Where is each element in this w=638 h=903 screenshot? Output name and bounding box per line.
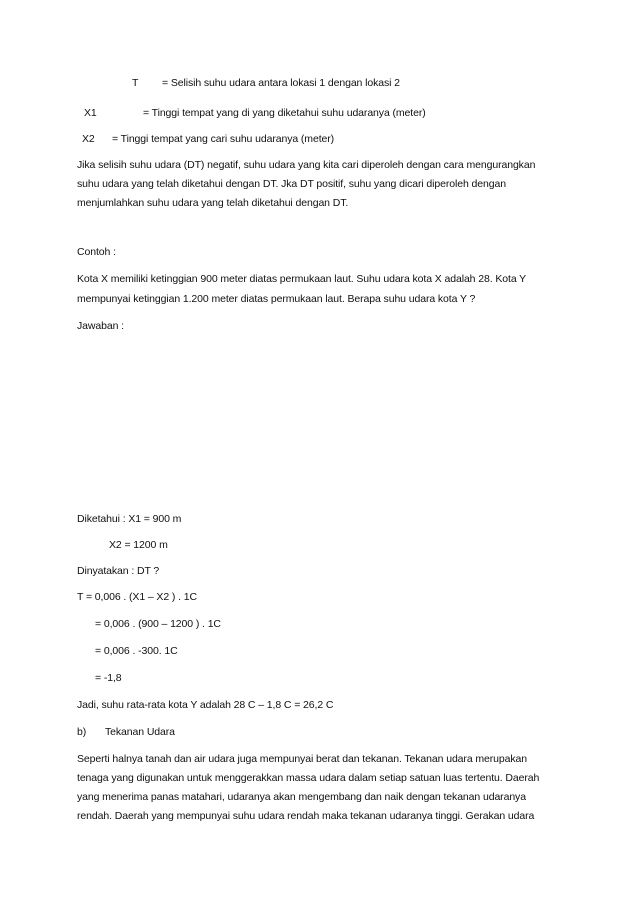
def-x1-desc: = Tinggi tempat yang di yang diketahui suhu udaranya (meter) bbox=[143, 107, 426, 119]
conclusion-line: Jadi, suhu rata-rata kota Y adalah 28 C – 1,8 C = 26,2 C bbox=[77, 699, 334, 711]
def-t-desc: = Selisih suhu udara antara lokasi 1 dengan lokasi 2 bbox=[162, 77, 400, 89]
section-title: Tekanan Udara bbox=[105, 726, 175, 738]
explanation-line: suhu udara yang telah diketahui dengan DT. Jka DT positif, suhu yang dicari diperoleh dengan bbox=[77, 178, 506, 190]
section-marker: b) bbox=[77, 726, 87, 738]
example-heading: Contoh : bbox=[77, 246, 116, 258]
step-line: = 0,006 . -300. 1C bbox=[95, 645, 178, 657]
def-x2-desc: = Tinggi tempat yang cari suhu udaranya (meter) bbox=[112, 133, 335, 145]
explanation-line: Jika selisih suhu udara (DT) negatif, suhu udara yang kita cari diperoleh dengan cara mengurangkan bbox=[77, 159, 536, 171]
step-line: T = 0,006 . (X1 – X2 ) . 1C bbox=[77, 591, 197, 603]
paragraph-line: Seperti halnya tanah dan air udara juga mempunyai berat dan tekanan. Tekanan udara merupakan bbox=[77, 753, 528, 765]
step-line: = 0,006 . (900 – 1200 ) . 1C bbox=[95, 618, 221, 630]
step-line: = -1,8 bbox=[95, 672, 122, 684]
paragraph-line: rendah. Daerah yang mempunyai suhu udara rendah maka tekanan udaranya tinggi. Gerakan udara bbox=[77, 810, 535, 822]
def-t-symbol: T bbox=[132, 77, 139, 89]
example-line: mempunyai ketinggian 1.200 meter diatas permukaan laut. Berapa suhu udara kota Y ? bbox=[77, 293, 476, 305]
asked-line: Dinyatakan : DT ? bbox=[77, 565, 160, 577]
explanation-line: menjumlahkan suhu udara yang telah diketahui dengan DT. bbox=[77, 197, 349, 209]
def-x1-symbol: X1 bbox=[84, 107, 97, 119]
example-line: Kota X memiliki ketinggian 900 meter diatas permukaan laut. Suhu udara kota X adalah 28. Kota Y bbox=[77, 273, 527, 285]
paragraph-line: yang menerima panas matahari, udaranya akan mengembang dan naik dengan tekanan udaranya bbox=[77, 791, 526, 803]
paragraph-line: tenaga yang digunakan untuk menggerakkan massa udara dalam setiap satuan luas tertentu. Daerah bbox=[77, 772, 540, 784]
answer-heading: Jawaban : bbox=[77, 320, 124, 332]
known-line: X2 = 1200 m bbox=[109, 539, 168, 551]
def-x2-symbol: X2 bbox=[82, 133, 95, 145]
known-line: Diketahui : X1 = 900 m bbox=[77, 513, 182, 525]
